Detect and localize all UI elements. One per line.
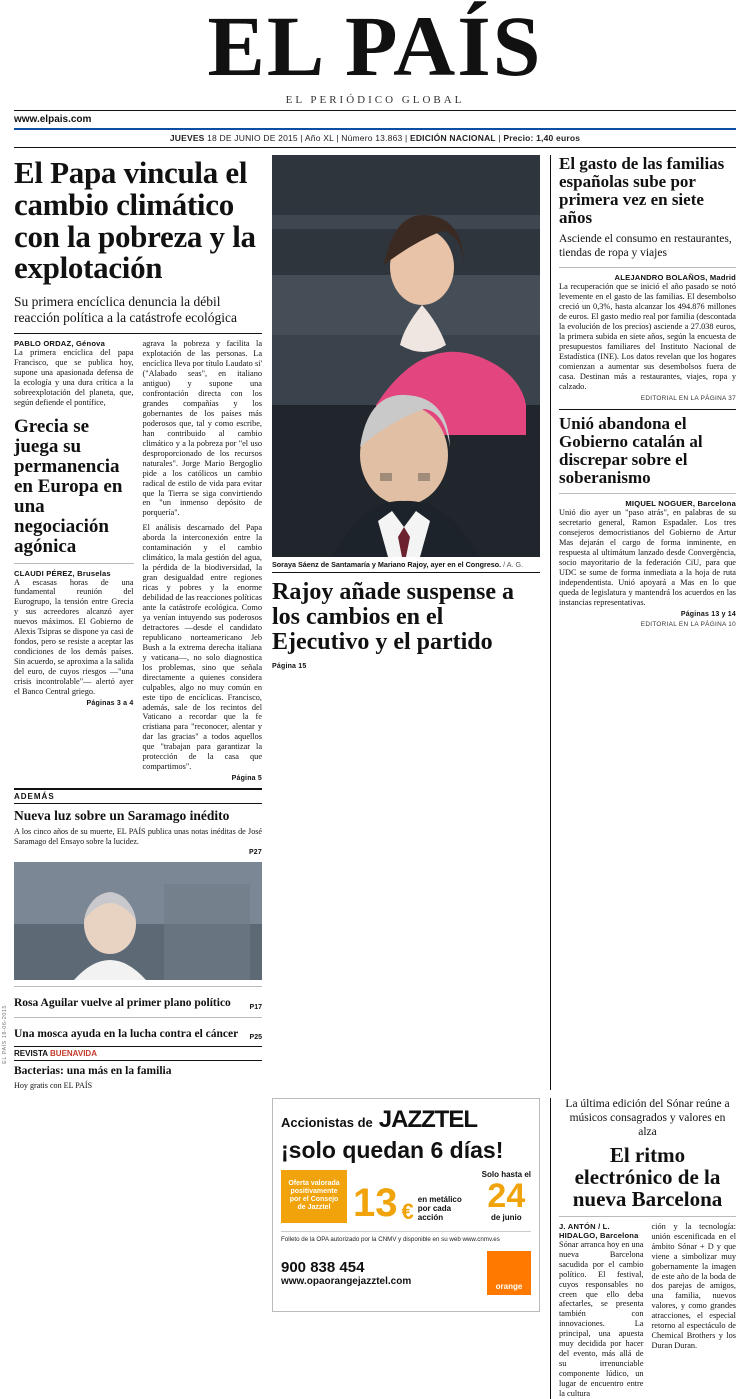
right-column xyxy=(550,155,736,1091)
lead-subheadline: Su primera encíclica denuncia la débil reacción política a la catástrofe ecológica xyxy=(14,294,237,326)
culture-body-1: Sónar arranca hoy en una nueva Barcelona sacudida por el cambio político. El festival, cuyos responsables no creen que ello deba afectarles, se presenta también con innovaciones. La principal, una apuesta muy decidida por hacer del evento, más allá de su irrenunciable componente lúdico, un lugar de encuentro entre la cultura xyxy=(559,1239,644,1399)
divider xyxy=(559,1216,736,1217)
divider xyxy=(559,267,736,268)
ademas-label: ADEMÁS xyxy=(14,788,262,804)
dateline-weekday: JUEVES xyxy=(169,132,205,143)
main-photo-caption-text: Soraya Sáenz de Santamaría y Mariano Rajoy, ayer en el Congreso. xyxy=(272,559,502,569)
lead-byline-author: PABLO ORDAZ, xyxy=(14,339,74,349)
divider xyxy=(14,986,262,987)
buenavida-banner[interactable] xyxy=(14,1046,262,1061)
culture-byline-author: J. ANTÓN / L. HIDALGO, xyxy=(559,1221,610,1240)
newspaper-subtitle: EL PERIÓDICO GLOBAL xyxy=(285,93,465,106)
gasto-body: La recuperación que se inició el año pasado se notó levemente en el gasto de las familias. El desembolso creció un 0,3%, hasta alcanzar los 494.876 millones de euros. El gasto medio real por familia (descontada la evolución de los precios) asciende a 27.038 euros, la primera subida en siete años, según la encuesta de presupuestos familiares del Instituto Nacional de Estadística (INE). Los datos revelan que los hogares comienzan a aumentar sus desembolsos fuera de casa. Destinan más a restaurantes, viajes, ropa y calzado. xyxy=(559,282,736,391)
lead-page-ref[interactable]: Página 5 xyxy=(231,775,262,783)
ad-countdown: ¡solo quedan 6 días! xyxy=(281,1137,504,1164)
ademas-item-1[interactable] xyxy=(14,992,262,1010)
gasto-kicker: Asciende el consumo en restaurantes, tiendas de ropa y viajes xyxy=(559,233,732,260)
buenavida-label-revista: REVISTA xyxy=(14,1048,48,1058)
ad-website[interactable]: www.opaorangejazztel.com xyxy=(281,1275,412,1287)
ademas-page-ref[interactable]: P27 xyxy=(248,849,262,857)
gasto-byline xyxy=(559,273,736,282)
main-photo xyxy=(272,155,540,557)
ad-legal-text: Folleto de la OPA autorizado por la CNMV y disponible en su web www.cnmv.es xyxy=(281,1231,531,1243)
bottom-section xyxy=(14,1098,736,1399)
greece-byline-place: Bruselas xyxy=(77,568,111,578)
unio-byline-author: MIQUEL NOGUER, xyxy=(625,499,696,509)
culture-byline xyxy=(559,1222,644,1240)
ademas-body: A los cinco años de su muerte, EL PAÍS publica unas notas inéditas de José Saramago del Ensayo sobre la lucidez. xyxy=(14,827,262,846)
greece-byline-author: CLAUDI PÉREZ, xyxy=(14,568,75,578)
dateline-year: Año XL xyxy=(304,132,334,143)
buenavida-sub: Hoy gratis con EL PAÍS xyxy=(14,1080,93,1090)
ademas-item-1-text: Rosa Aguilar vuelve al primer plano político xyxy=(14,997,231,1010)
lead-byline xyxy=(14,339,134,348)
lead-byline-place: Génova xyxy=(75,339,106,349)
unio-page-ref[interactable]: Páginas 13 y 14 xyxy=(680,610,736,618)
divider xyxy=(559,493,736,494)
culture-headline[interactable]: El ritmo electrónico de la nueva Barcelona xyxy=(572,1142,723,1211)
greece-byline xyxy=(14,569,134,578)
masthead xyxy=(14,0,736,106)
culture-kicker: La última edición del Sónar reúne a músicos consagrados y valores en alza xyxy=(565,1098,730,1138)
ad-contact-row xyxy=(281,1251,531,1295)
buenavida-headline[interactable]: Bacterias: una más en la familia xyxy=(14,1064,172,1077)
rajoy-headline[interactable]: Rajoy añade suspense a los cambios en el Ejecutivo y el partido xyxy=(272,578,515,656)
ad-price-currency: € xyxy=(401,1198,414,1224)
ademas-photo xyxy=(14,862,262,980)
newspaper-title: EL PAÍS xyxy=(207,0,543,94)
culture-body-columns xyxy=(559,1222,736,1399)
divider xyxy=(14,563,134,564)
spine-text: EL PAÍS 18-06-2015 xyxy=(2,1005,8,1064)
lead-body-text-1: La primera encíclica del papa Francisco, que se publica hoy, supone una apasionada defensa de la ecología y una dura crítica a la sobreexplotación del planeta, que, según defiende el pontífice, xyxy=(14,348,134,407)
front-page-grid xyxy=(14,155,736,1091)
ad-line1: Accionistas de xyxy=(281,1115,373,1131)
greece-body-text: A escasas horas de una fundamental reunión del Eurogrupo, la tensión entre Grecia y sus acreedores alcanzó ayer nuevos máximos. El Gobierno de Alexis Tsipras se dispone ya casi de fondos, pero se resiste a aceptar las condiciones de los demás países. Sin acuerdo, se aproxima a la salida del euro, de cuyos riesgos —"una crisis incontrolable"— alertó ayer el Banco Central griego. xyxy=(14,577,134,696)
gasto-headline[interactable]: El gasto de las familias españolas sube por primera vez en siete años xyxy=(559,153,725,228)
lead-body-text-2: agrava la pobreza y facilita la explotación de las personas. La encíclica lleva por título Laudato si' ("Alabado seas", en italiano antiguo) y supone una confrontación directa con los grandes compañías y los gobernantes de los países más poderosos que, tal y como escribe, han contribuido al cambio climático y a la pobreza por "el uso desproporcionado de los recursos naturales". Jorge Mario Bergoglio pide a los católicos un cambio radical de estilo de vida para evitar que la Tierra se siga convirtiendo en "un inmenso depósito de porquería". xyxy=(142,339,262,518)
ademas-item-1-page: P17 xyxy=(249,1003,262,1011)
gasto-editorial-ref[interactable]: EDITORIAL EN LA PÁGINA 37 xyxy=(640,394,736,402)
ademas-item-2-text: Una mosca ayuda en la lucha contra el cáncer xyxy=(14,1027,239,1040)
unio-editorial-ref[interactable]: EDITORIAL EN LA PÁGINA 10 xyxy=(640,620,736,628)
dateline-issue: Número 13.863 xyxy=(341,132,403,143)
ad-price-note-1: en metálico xyxy=(417,1195,462,1205)
ad-deadline-day: 24 xyxy=(487,1177,526,1216)
unio-byline xyxy=(559,499,736,508)
ad-deadline-label: Solo hasta el xyxy=(481,1170,531,1180)
main-photo-credit: / A. G. xyxy=(503,559,524,569)
rajoy-page-ref[interactable]: Página 15 xyxy=(272,663,307,671)
lead-body-text-3: El análisis descarnado del Papa aborda la interconexión entre la contaminación y el cambio climático, la mala gestión del agua, la pérdida de la biodiversidad, la gran desigualdad entre regiones ricas y pobres y la enorme debilidad de las reacciones políticas ante la catástrofe ecológica. Como ya venían intuyendo sus poderosos detractores —desde el candidato republicano norteamericano Jeb Bush a la extrema derecha italiana y vaticana—, no solo diagnostica los problemas, sino que señala directamente a quienes considera culpables, algo no muy común en este tipo de encíclicas. Francisco, además, sale de los recintos del Vaticano a recordar que la fe cristiana para "reconocer, alentar y dar las gracias" a todos aquellos que "trabajan para garantizar la protección de la casa que compartimos". xyxy=(142,523,262,772)
divider xyxy=(14,333,262,334)
ad-phone[interactable]: 900 838 454 xyxy=(281,1258,365,1276)
greece-page-ref[interactable]: Páginas 3 a 4 xyxy=(86,699,134,707)
buenavida-label-name: BUENAVIDA xyxy=(50,1048,97,1058)
ad-headline-row xyxy=(281,1106,531,1134)
ad-contact-block xyxy=(281,1259,411,1287)
ad-price: 13 xyxy=(353,1180,398,1225)
ad-price-note-2: por cada xyxy=(417,1204,452,1214)
ad-deadline-month: de junio xyxy=(490,1213,522,1223)
greece-headline[interactable]: Grecia se juega su permanencia en Europa en una negociación agónica xyxy=(14,415,123,557)
website-bar xyxy=(14,111,736,128)
lead-headline[interactable]: El Papa vincula el cambio climático con la pobreza y la explotación xyxy=(14,154,256,286)
ad-badge: Oferta valorada positivamente por el Consejo de Jazztel xyxy=(281,1170,347,1222)
gasto-byline-place: Madrid xyxy=(709,273,736,283)
center-column xyxy=(272,155,540,1091)
culture-section xyxy=(550,1098,736,1399)
main-photo-caption xyxy=(272,557,540,573)
ademas-item-2[interactable] xyxy=(14,1023,262,1041)
lead-body-col-1 xyxy=(14,339,134,782)
ad-price-block xyxy=(353,1170,462,1225)
ademas-headline[interactable]: Nueva luz sobre un Saramago inédito xyxy=(14,808,230,824)
gasto-byline-author: ALEJANDRO BOLAÑOS, xyxy=(614,273,708,283)
dateline-price: Precio: 1,40 euros xyxy=(503,132,581,143)
jazztel-ad[interactable] xyxy=(272,1098,540,1312)
lead-body-columns xyxy=(14,339,262,782)
website-url[interactable]: www.elpais.com xyxy=(14,113,92,125)
jazztel-logo: JAZZTEL xyxy=(378,1106,478,1134)
lead-body-col-2 xyxy=(143,339,263,782)
ad-price-note-3: acción xyxy=(417,1213,444,1223)
ademas-item-2-page: P25 xyxy=(249,1033,262,1041)
culture-col-2 xyxy=(652,1222,737,1399)
culture-body-2: ción y la tecnología: unión escenificada en el ámbito Sónar + D y que viene a simbolizar muy gobernamente la imagen de este año de la boda de dos parejas de amigos, una familia, nuevos valores, y como grandes atracciones, el especial retorno al espectáculo de Chemical Brothers y los Duran Duran. xyxy=(651,1221,736,1351)
divider xyxy=(559,409,736,410)
unio-byline-place: Barcelona xyxy=(697,499,736,509)
ad-deadline-block xyxy=(482,1170,531,1222)
culture-byline-place: Barcelona xyxy=(600,1230,639,1240)
culture-col-1 xyxy=(559,1222,644,1399)
ad-offer-row xyxy=(281,1170,531,1225)
dateline-date: 18 DE JUNIO DE 2015 xyxy=(207,132,298,143)
unio-headline[interactable]: Unió abandona el Gobierno catalán al discrepar sobre el soberanismo xyxy=(559,413,703,488)
bottom-left-spacer xyxy=(14,1098,262,1399)
ad-price-note xyxy=(418,1195,462,1223)
dateline: JUEVES 18 DE JUNIO DE 2015 | Año XL | Número 13.863 | EDICIÓN NACIONAL | Precio: 1,40 euros xyxy=(14,130,736,148)
orange-logo: orange xyxy=(487,1251,531,1295)
unio-body: Unió dio ayer un "paso atrás", en palabras de su secretario general, Ramon Espadaler. Los tres consejeros democristianos del Gobierno de Artur Mas dejarán el cargo de forma inminente, en respuesta al ultimátum lanzado desde Convergència, socio mayoritario de la federación CiU, para que UDC se sume de forma inmediata a la hoja de ruta independentista. Unió apoyará a Mas en lo que queda de legislatura y mantendrá los acuerdos en las instancias representativas. xyxy=(559,508,736,607)
advertisement[interactable] xyxy=(272,1098,540,1399)
divider xyxy=(14,1017,262,1018)
dateline-edition: EDICIÓN NACIONAL xyxy=(409,132,496,143)
left-column xyxy=(14,155,262,1091)
